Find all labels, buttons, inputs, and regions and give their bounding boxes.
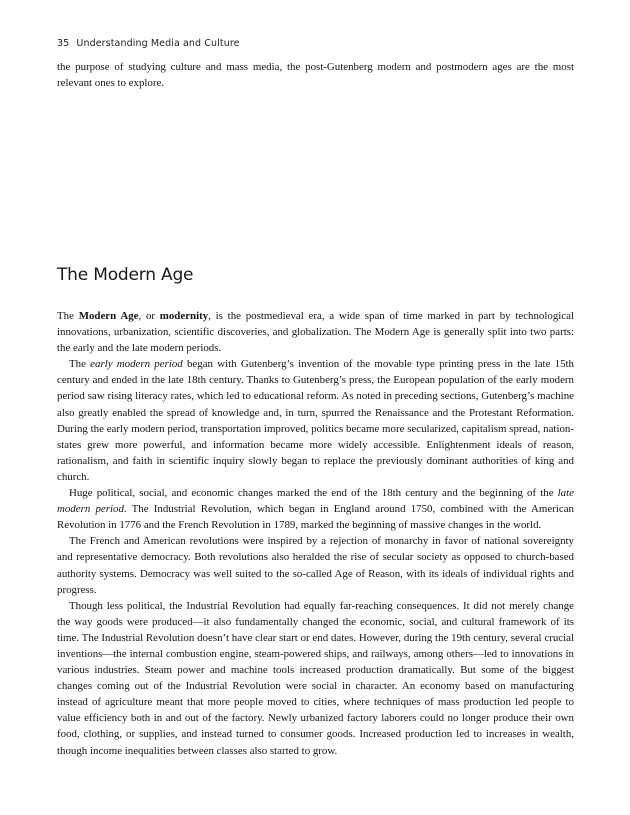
paragraph-3-text: . The Industrial Revolution, which began in England around 1750, combined with the American Revolution in 1776 and the French Revolution in 1789, marked the beginning of massive changes in the world.: [57, 503, 574, 532]
paragraph-3-text: Huge political, social, and economic changes marked the end of the 18th century and the beginning of the: [69, 487, 558, 500]
page-number: 35: [57, 38, 70, 49]
paragraph-1: [57, 308, 574, 356]
term-late-modern-period: late modern period: [57, 487, 574, 516]
lead-paragraph: the purpose of studying culture and mass media, the post-Gutenberg modern and postmodern ages are the most relevant ones to explore.: [57, 61, 574, 90]
paragraph-1-text: The: [57, 310, 79, 322]
paragraph-4: The French and American revolutions were inspired by a rejection of monarchy in favor of national sovereignty and representative democracy. Both revolutions also heralded the rise of secular society as opposed to church-based authority systems. Democracy was well suited to the so-called Age of Reason, with its ideals of individual rights and progress.: [57, 535, 574, 596]
paragraph-1-text: , or: [138, 310, 160, 322]
paragraph-2: [57, 356, 574, 485]
paragraph-5: Though less political, the Industrial Revolution had equally far-reaching consequences. It did not merely change the way goods were produced—it also fundamentally changed the economic, social, and cultural framework of its time. The Industrial Revolution doesn’t have clear start or end dates. However, during the 19th century, several crucial inventions—the internal combustion engine, steam-powered ships, and railways, among others—led to innovations in various industries. Steam power and machine tools increased production dramatically. But some of the biggest changes coming out of the Industrial Revolution were social in character. An economy based on manufacturing instead of agriculture meant that more people moved to cities, where techniques of mass production led people to value efficiency both in and out of the factory. Newly urbanized factory laborers could no longer produce their own food, clothing, or supplies, and instead turned to consumer goods. Increased production led to increases in wealth, though income inequalities between classes also started to grow.: [57, 599, 574, 757]
paragraph-2-text: began with Gutenberg’s invention of the movable type printing press in the late 15th century and ended in the late 18th century. Thanks to Gutenberg’s press, the European population of the early modern period saw rising literacy rates, which led to educational reform. As noted in preceding sections, Gutenberg’s machine also greatly enabled the spread of knowledge and, in turn, spurred the Renaissance and the Protestant Reformation. During the early modern period, transportation improved, politics became more secularized, capitalism spread, nation-states grew more powerful, and information became more widely accessible. Enlightenment ideals of reason, rationalism, and faith in scientific inquiry slowly began to replace the previously dominant authorities of king and church.: [57, 358, 574, 483]
term-modernity: modernity: [159, 310, 209, 322]
section-title: The Modern Age: [57, 265, 194, 285]
section-body: [57, 308, 574, 759]
paragraph-3: [57, 485, 574, 533]
book-title: Understanding Media and Culture: [76, 38, 240, 49]
paragraph-1-text: , is the postmedieval era, a wide span of time marked in part by technological innovations, urbanization, scientific discoveries, and globalization. The Modern Age is generally split into two parts: the early and the late modern periods.: [57, 310, 574, 355]
term-early-modern-period: early modern period: [90, 358, 183, 371]
term-modern-age: Modern Age: [78, 310, 139, 322]
running-header: [57, 38, 240, 49]
paragraph-2-text: The: [69, 358, 91, 371]
